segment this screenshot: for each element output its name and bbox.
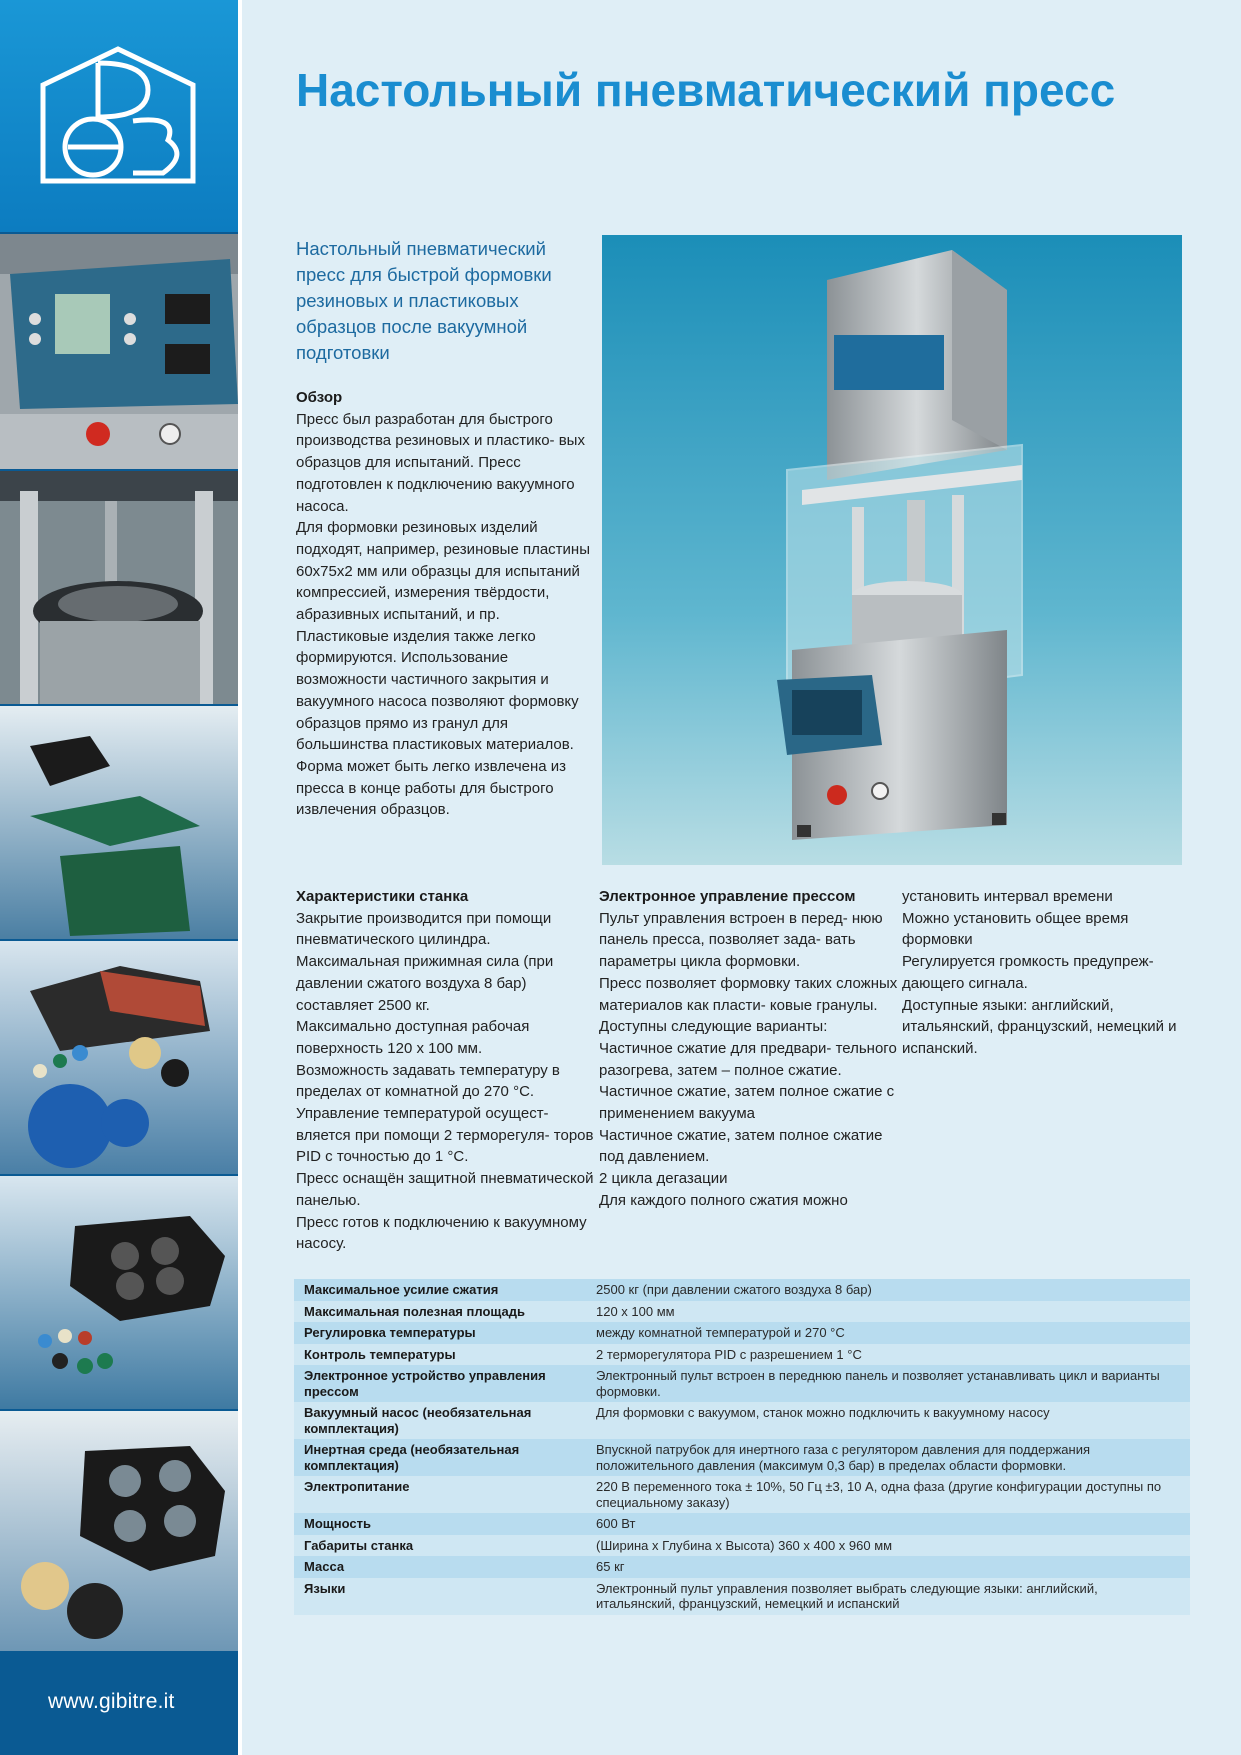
thumb-black-disc-part xyxy=(0,1411,238,1651)
spec-value: 2500 кг (при давлении сжатого воздуха 8 бар) xyxy=(596,1282,872,1297)
sidebar-divider xyxy=(238,0,242,1755)
thumb-mold-part xyxy=(0,1176,238,1409)
electronic-paragraph: Пресс позволяет формовку таких сложных материалов как пласти- ковые гранулы. xyxy=(599,974,898,1014)
electronic-heading: Электронное управление прессом xyxy=(599,888,856,905)
electronic-paragraph: Частичное сжатие, затем полное сжатие под давлением. xyxy=(599,1126,883,1166)
page-subtitle: Настольный пневматический пресс для быстрой формовки резиновых и пластиковых образцов после вакуумной подготовки xyxy=(296,238,552,363)
overview-paragraph: Для формовки резиновых изделий подходят, например, резиновые пластины 60х75х2 мм или образцы для испытаний компрессией, измерения твёрдости, абразивных испытаний, и пр. xyxy=(296,519,590,624)
spec-value: 2 терморегулятора PID с разрешением 1 °C xyxy=(596,1346,862,1362)
table-row xyxy=(294,1556,1190,1578)
characteristics-paragraph: Управление температурой осущест- вляется при помощи 2 терморегуля- торов PID с точностью до 1 °C. xyxy=(296,1105,594,1166)
electronic-paragraph: Доступны следующие варианты: xyxy=(599,1018,828,1036)
thumb-rubber-samples xyxy=(0,706,238,939)
spec-key: Контроль температуры xyxy=(304,1346,456,1362)
electronic-paragraph: Частичное сжатие для предвари- тельного разогрева, затем – полное сжатие. xyxy=(599,1039,897,1079)
table-row xyxy=(294,1344,1190,1366)
electronic-paragraph: Доступные языки: английский, итальянский, французский, немецкий и испанский. xyxy=(902,996,1177,1057)
characteristics-heading: Характеристики станка xyxy=(296,888,469,905)
spec-key: Габариты станка xyxy=(304,1537,414,1553)
spec-value: Электронный пульт встроен в переднюю панель и позволяет устанавливать цикл и варианты формовки. xyxy=(596,1368,1160,1399)
spec-value: Впускной патрубок для инертного газа с регулятором давления для поддержания положительного давления (максимум 0,3 бар) в пределах области формовки. xyxy=(596,1442,1090,1473)
spec-key: Максимальная полезная площадь xyxy=(304,1303,525,1319)
gibitre-logo xyxy=(38,45,198,185)
electronic-section-continued xyxy=(902,886,1202,1060)
table-row xyxy=(294,1322,1190,1344)
sidebar xyxy=(0,0,238,1755)
specifications-table xyxy=(294,1279,1190,1615)
table-row xyxy=(294,1301,1190,1323)
characteristics-section xyxy=(296,886,596,1255)
overview-heading: Обзор xyxy=(296,389,343,406)
spec-value: между комнатной температурой и 270 °C xyxy=(596,1325,845,1340)
logo-panel xyxy=(0,0,238,232)
spec-value: 220 В переменного тока ± 10%, 50 Гц ±3, 10 А, одна фаза (другие конфигурации доступны по специальному заказу) xyxy=(596,1479,1162,1510)
electronic-section xyxy=(599,886,899,1212)
characteristics-paragraph: Пресс готов к подключению к вакуумному насосу. xyxy=(296,1213,587,1253)
electronic-paragraph: Регулируется громкость предупреж- дающего сигнала. xyxy=(902,953,1154,992)
spec-key: Регулировка температуры xyxy=(304,1325,476,1340)
overview-paragraph: Пресс был разработан для быстрого производства резиновых и пластико- вых образцов для испытаний. Пресс подготовлен к подключению вакуумного насоса. xyxy=(296,410,585,515)
spec-value: (Ширина x Глубина x Высота) 360 x 400 x 960 мм xyxy=(596,1537,893,1553)
spec-key: Вакуумный насос (необязательная комплектация) xyxy=(304,1405,532,1436)
characteristics-paragraph: Максимальная прижимная сила (при давлении сжатого воздуха 8 бар) составляет 2500 кг. xyxy=(296,953,554,1014)
electronic-paragraph: Можно установить общее время формовки xyxy=(902,909,1129,949)
thumb-press-column xyxy=(0,471,238,704)
spec-value: 600 Вт xyxy=(596,1516,636,1531)
electronic-paragraph: 2 цикла дегазации xyxy=(599,1170,728,1188)
table-row xyxy=(294,1513,1190,1535)
electronic-paragraph: Частичное сжатие, затем полное сжатие с применением вакуума xyxy=(599,1083,895,1123)
characteristics-paragraph: Закрытие производится при помощи пневматического цилиндра. xyxy=(296,909,552,949)
press-photo xyxy=(602,235,1182,865)
characteristics-paragraph: Максимально доступная рабочая поверхность 120 x 100 мм. xyxy=(296,1018,530,1057)
thumb-control-panel xyxy=(0,234,238,469)
table-row xyxy=(294,1476,1190,1513)
spec-key: Инертная среда (необязательная комплектация) xyxy=(304,1442,520,1473)
electronic-paragraph: Для каждого полного сжатия можно xyxy=(599,1191,848,1209)
overview-section xyxy=(296,387,596,821)
table-row xyxy=(294,1578,1190,1615)
spec-key: Языки xyxy=(304,1580,346,1596)
overview-paragraph: Форма может быть легко извлечена из пресса в конце работы для быстрого извлечения образцов. xyxy=(296,757,567,819)
thumb-colored-discs xyxy=(0,941,238,1174)
spec-key: Максимальное усилие сжатия xyxy=(304,1282,499,1297)
spec-key: Электронное устройство управления прессом xyxy=(304,1368,546,1399)
website-link[interactable]: www.gibitre.it xyxy=(48,1690,175,1713)
table-row xyxy=(294,1402,1190,1439)
table-row xyxy=(294,1439,1190,1476)
spec-value: Для формовки с вакуумом, станок можно подключить к вакуумному насосу xyxy=(596,1405,1050,1420)
spec-key: Масса xyxy=(304,1559,345,1574)
overview-paragraph: Пластиковые изделия также легко формируются. Использование возможности частичного закрытия и вакуумного насоса позволяют формовку образцов прямо из гранул для большинства пластиковых материалов. xyxy=(296,627,579,754)
spec-value: Электронный пульт управления позволяет выбрать следующие языки: английский, итальянский, французский, немецкий и испанский xyxy=(596,1580,1098,1611)
characteristics-paragraph: Пресс оснащён защитной пневматической панелью. xyxy=(296,1170,594,1209)
electronic-paragraph: установить интервал времени xyxy=(902,888,1113,905)
spec-key: Электропитание xyxy=(304,1479,410,1494)
electronic-paragraph: Пульт управления встроен в перед- нюю панель пресса, позволяет зада- вать параметры цикла формовки. xyxy=(599,909,883,971)
spec-value: 120 x 100 мм xyxy=(596,1303,675,1319)
spec-value: 65 кг xyxy=(596,1559,625,1574)
characteristics-paragraph: Возможность задавать температуру в пределах от комнатной до 270 °C. xyxy=(296,1061,560,1101)
table-row xyxy=(294,1279,1190,1301)
spec-key: Мощность xyxy=(304,1516,371,1531)
table-row xyxy=(294,1365,1190,1402)
table-row xyxy=(294,1535,1190,1557)
page-title: Настольный пневматический пресс xyxy=(296,64,1116,116)
